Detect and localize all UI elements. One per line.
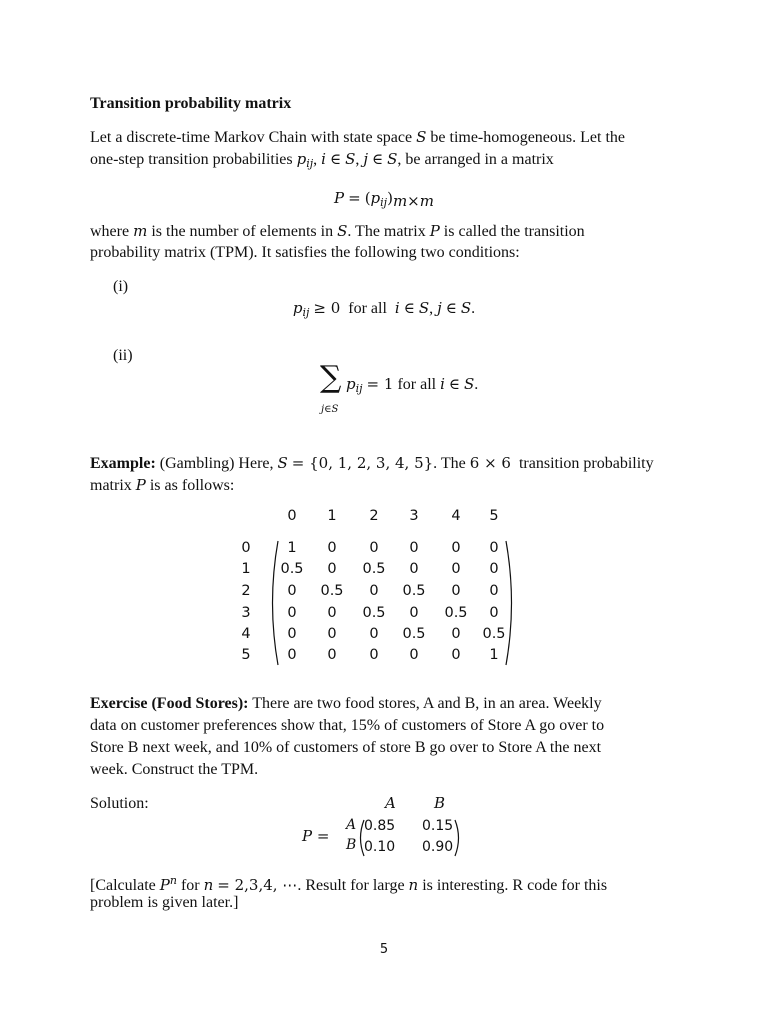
matrix-cell: 0 [451, 561, 461, 577]
matrix-cell: 0 [409, 540, 419, 556]
matrix-cell: 0.5 [362, 561, 386, 577]
matrix-cell: 0 [489, 583, 499, 599]
condition-1-formula: $p_{ij} \ge 0$ for all i ∈ S, j ∈ S. [292, 299, 476, 319]
col-label-5: 5 [489, 508, 499, 524]
example-line-1: Example: (Gambling) Here, S = {0, 1, 2, 3, 4, 5}. The 6 × 6 transition probability [90, 454, 654, 472]
intro-line-2: one-step transition probabilities $p_{ij}$, i ∈ S, j ∈ S, be arranged in a matrix [90, 150, 554, 170]
sum-subscript: j∈S [321, 404, 339, 415]
matrix-cell: 0 [451, 540, 461, 556]
matrix-cell: 1 [489, 647, 499, 663]
sol-cell-01: 0.15 [422, 818, 454, 834]
solution-matrix [300, 794, 500, 864]
note-line-1: [Calculate $P^n$ for n = 2,3,4, ⋯. Result for large n is interesting. R code for this [90, 874, 608, 894]
matrix-definition: $P = (p_{ij})_{m\times m}$ [334, 189, 434, 210]
matrix-cell: 0 [287, 583, 297, 599]
matrix-cell: 0.5 [444, 605, 468, 621]
exercise-line-3: Store B next week, and 10% of customers of store B go over to Store A the next [90, 739, 602, 756]
sol-row-B: B [346, 837, 357, 853]
matrix-cell: 0.5 [280, 561, 304, 577]
exercise-line-4: week. Construct the TPM. [90, 761, 259, 778]
matrix-cell: 0 [451, 647, 461, 663]
sol-cell-11: 0.90 [422, 839, 454, 855]
condition-1-label: (i) [113, 278, 129, 295]
sol-p-label: P = [302, 827, 330, 845]
row-label-3: 3 [241, 605, 251, 621]
matrix-cell: 0 [327, 626, 337, 642]
matrix-cell: 0 [409, 647, 419, 663]
matrix-cell: 0 [451, 626, 461, 642]
matrix-cell: 0.5 [362, 605, 386, 621]
gambling-matrix [240, 508, 530, 668]
matrix-cell: 0 [489, 561, 499, 577]
matrix-cell: 0 [369, 583, 379, 599]
matrix-cell: 0.5 [320, 583, 344, 599]
matrix-cell: 0 [451, 583, 461, 599]
condition-2-label: (ii) [113, 347, 133, 364]
row-label-4: 4 [241, 626, 251, 642]
section-title: Transition probability matrix [90, 95, 292, 112]
matrix-cell: 1 [287, 540, 297, 556]
matrix-cell: 0.5 [402, 626, 426, 642]
matrix-cell: 0 [287, 647, 297, 663]
row-label-2: 2 [241, 583, 251, 599]
intro-line-1: Let a discrete-time Markov Chain with state space S be time-homogeneous. Let the [90, 128, 625, 146]
sol-col-B: B [434, 794, 446, 812]
col-label-3: 3 [409, 508, 419, 524]
sol-cell-10: 0.10 [364, 839, 396, 855]
matrix-cell: 0 [287, 605, 297, 621]
sol-right-paren [453, 818, 463, 858]
col-label-4: 4 [451, 508, 461, 524]
page-number: 5 [379, 942, 389, 957]
col-label-2: 2 [369, 508, 379, 524]
matrix-cell: 0 [489, 540, 499, 556]
matrix-cell: 0 [409, 605, 419, 621]
example-label: Example: [90, 455, 156, 472]
exercise-line-1 [90, 693, 678, 715]
col-label-0: 0 [287, 508, 297, 524]
solution-label: Solution: [90, 795, 149, 812]
exercise-line-2: data on customer preferences show that, 15% of customers of Store A go over to [90, 717, 605, 734]
matrix-cell: 0.5 [482, 626, 506, 642]
matrix-cell: 0 [369, 647, 379, 663]
sol-col-A: A [385, 794, 396, 812]
matrix-cell: 0 [327, 647, 337, 663]
sol-cell-00: 0.85 [364, 818, 396, 834]
matrix-cell: 0 [327, 605, 337, 621]
col-label-1: 1 [327, 508, 337, 524]
matrix-cell: 0 [369, 540, 379, 556]
matrix-cell: 0 [287, 626, 297, 642]
matrix-cell: 0 [327, 540, 337, 556]
after-def-line-2: probability matrix (TPM). It satisfies the following two conditions: [90, 244, 520, 261]
matrix-cell: 0 [489, 605, 499, 621]
matrix-cell: 0 [369, 626, 379, 642]
row-label-1: 1 [241, 561, 251, 577]
row-label-0: 0 [241, 540, 251, 556]
example-line-2: matrix P is as follows: [90, 476, 235, 494]
after-def-line-1: where m is the number of elements in S. The matrix P is called the transition [90, 222, 585, 240]
sum-symbol: ∑ [320, 360, 342, 395]
sol-row-A: A [346, 817, 357, 833]
matrix-cell: 0.5 [402, 583, 426, 599]
exercise-label: Exercise (Food Stores): [90, 695, 249, 712]
note-line-2: problem is given later.] [90, 894, 239, 911]
condition-2-formula [320, 360, 560, 424]
matrix-cell: 0 [327, 561, 337, 577]
sum-body: $p_{ij} = 1$ for all i ∈ S. [346, 375, 479, 395]
matrix-cell: 0 [409, 561, 419, 577]
row-label-5: 5 [241, 647, 251, 663]
exercise-text-1: There are two food stores, A and B, in an area. Weekly [252, 695, 602, 712]
